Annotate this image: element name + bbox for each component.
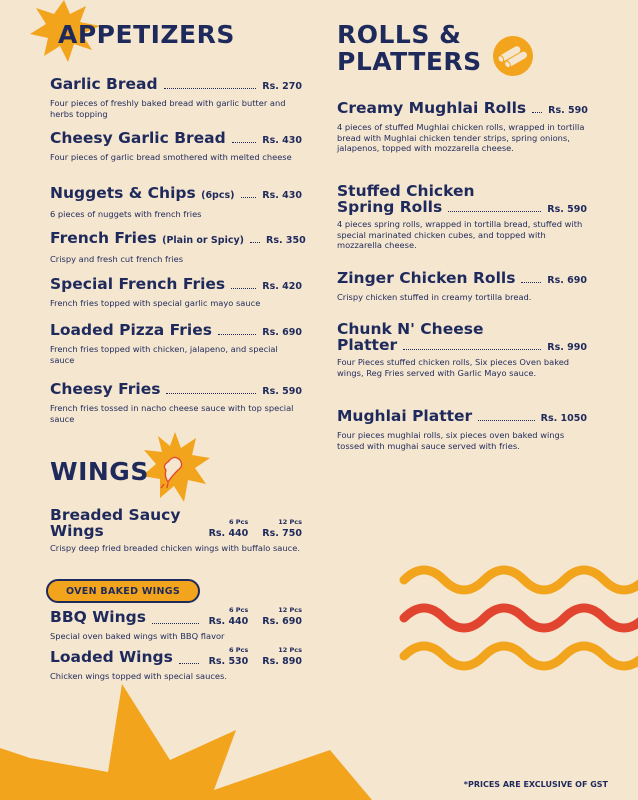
item-name: Stuffed Chicken <box>337 182 475 200</box>
menu-item <box>50 229 306 265</box>
item-price: Rs. 690 <box>547 275 587 286</box>
bottom-starburst <box>0 680 400 800</box>
item-name: Wings <box>50 522 104 540</box>
item-desc: Four pieces of garlic bread smothered with melted cheese <box>50 152 292 162</box>
item-name: Platter <box>337 336 398 354</box>
item-price: Rs. 270 <box>262 81 302 92</box>
item-desc: Crispy chicken stuffed in creamy tortilla bread. <box>337 292 532 302</box>
item-price: Rs. 990 <box>547 342 587 353</box>
appetizers-title: APPETIZERS <box>58 20 235 49</box>
menu-item <box>50 321 302 365</box>
item-name: Nuggets & Chips <box>50 184 196 202</box>
item-price: Rs. 690 <box>262 327 302 338</box>
item-price: Rs. 750 <box>262 528 302 539</box>
item-price: Rs. 890 <box>262 656 302 667</box>
item-price: Rs. 690 <box>262 616 302 627</box>
menu-item <box>50 184 302 220</box>
wings-title: WINGS <box>50 457 149 486</box>
rolls-title-line2: PLATTERS <box>337 47 482 76</box>
menu-item <box>337 321 587 378</box>
item-desc: Special oven baked wings with BBQ flavor <box>50 631 225 641</box>
item-desc: 4 pieces of stuffed Mughlai chicken rolls, wrapped in tortilla bread with Mughlai chicken tender strips, spring onions, jalapenos, topped with mozzarella cheese. <box>337 122 585 153</box>
menu-item <box>337 183 587 251</box>
pcs-label: 12 Pcs <box>278 606 302 614</box>
item-price: Rs. 590 <box>547 204 587 215</box>
roll-icon <box>492 35 534 77</box>
item-desc: French fries topped with special garlic mayo sauce <box>50 298 261 308</box>
oven-baked-wings-badge: OVEN BAKED WINGS <box>46 579 200 603</box>
menu-item <box>337 99 587 154</box>
menu-item <box>50 646 302 682</box>
item-name: Special French Fries <box>50 275 226 293</box>
item-desc: Four Pieces stuffed chicken rolls, Six pieces Oven baked wings, Reg Fries served with Garlic Mayo sauce. <box>337 357 570 378</box>
item-desc: French fries topped with chicken, jalapeno, and special sauce <box>50 344 278 365</box>
pcs-label: 12 Pcs <box>278 646 302 654</box>
item-name: Breaded Saucy <box>50 506 181 524</box>
gst-note: *PRICES ARE EXCLUSIVE OF GST <box>463 780 608 789</box>
menu-item <box>50 606 302 642</box>
menu-item <box>50 75 302 119</box>
item-price: Rs. 590 <box>262 386 302 397</box>
item-name: Chunk N' Cheese <box>337 320 484 338</box>
item-name: French Fries <box>50 229 157 247</box>
item-name: Loaded Pizza Fries <box>50 321 212 339</box>
item-desc: Four pieces mughlai rolls, six pieces oven baked wings tossed with mughai sauce served with fries. <box>337 430 565 451</box>
item-price: Rs. 440 <box>208 528 249 539</box>
item-desc: 4 pieces spring rolls, wrapped in tortilla bread, stuffed with special marinated chicken cubes, and topped with mozzarella cheese. <box>337 219 583 250</box>
item-name: Cheesy Fries <box>50 380 161 398</box>
item-desc: French fries tossed in nacho cheese sauce with top special sauce <box>50 403 294 424</box>
menu-item <box>50 275 302 309</box>
item-name: Garlic Bread <box>50 75 158 93</box>
item-price: Rs. 590 <box>548 105 588 116</box>
item-price: Rs. 430 <box>262 135 302 146</box>
item-note: (6pcs) <box>201 190 235 201</box>
item-price: Rs. 430 <box>262 190 302 201</box>
rolls-title-line1: ROLLS & <box>337 20 462 49</box>
item-note: (Plain or Spicy) <box>162 235 244 246</box>
pcs-label: 6 Pcs <box>229 606 249 614</box>
item-price: Rs. 530 <box>208 656 249 667</box>
menu-item <box>50 507 302 554</box>
item-desc: Chicken wings topped with special sauces. <box>50 671 227 681</box>
item-desc: Four pieces of freshly baked bread with garlic butter and herbs topping <box>50 98 286 119</box>
item-price: Rs. 420 <box>262 281 302 292</box>
menu-item <box>337 407 587 451</box>
pcs-label: 6 Pcs <box>229 518 249 526</box>
item-name: Loaded Wings <box>50 648 173 666</box>
item-name: Spring Rolls <box>337 198 443 216</box>
item-name: Cheesy Garlic Bread <box>50 129 226 147</box>
item-name: BBQ Wings <box>50 608 146 626</box>
item-name: Zinger Chicken Rolls <box>337 269 516 287</box>
pcs-label: 6 Pcs <box>229 646 249 654</box>
menu-item <box>50 380 302 424</box>
item-desc: 6 pieces of nuggets with french fries <box>50 209 202 219</box>
item-price: Rs. 440 <box>208 616 249 627</box>
item-name: Creamy Mughlai Rolls <box>337 99 527 117</box>
item-price: Rs. 350 <box>266 235 306 246</box>
menu-item <box>337 269 587 303</box>
wings-starburst <box>140 432 210 502</box>
item-price: Rs. 1050 <box>540 413 587 424</box>
item-desc: Crispy and fresh cut french fries <box>50 254 184 264</box>
item-desc: Crispy deep fried breaded chicken wings with buffalo sauce. <box>50 543 300 553</box>
rolls-title <box>337 21 482 75</box>
pcs-label: 12 Pcs <box>278 518 302 526</box>
wavy-lines <box>398 560 638 690</box>
item-name: Mughlai Platter <box>337 407 473 425</box>
menu-item <box>50 129 302 163</box>
